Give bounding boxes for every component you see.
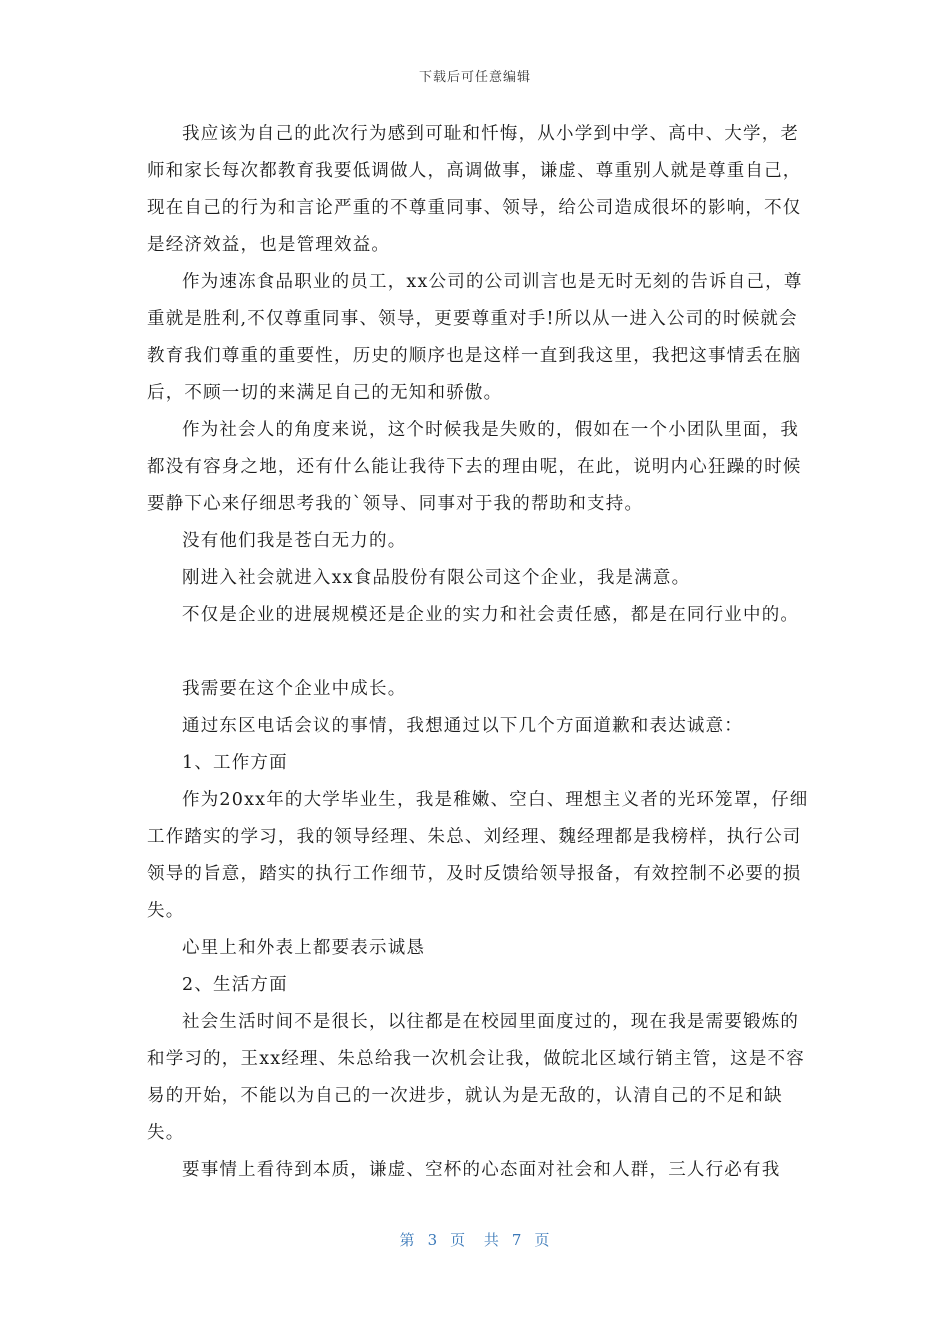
page-footer (0, 1229, 950, 1250)
paragraph: 通过东区电话会议的事情，我想通过以下几个方面道歉和表达诚意： (182, 716, 743, 736)
document-body (147, 116, 811, 1189)
paragraph: 作为速冻食品职业的员工，xx公司的公司训言也是无时无刻的告诉自己，尊重就是胜利,不仅尊重同事、领导，更要尊重对手!所以从一进入公司的时候就会教育我们尊重的重要性，历史的顺序也是这样一直到我这里，我把这事情丢在脑后，不顾一切的来满足自己的无知和骄傲。 (147, 272, 803, 403)
footer-page-number: 3 (427, 1231, 439, 1249)
paragraph: 作为20xx年的大学毕业生，我是稚嫩、空白、理想主义者的光环笼罩，仔细工作踏实的学习，我的领导经理、朱总、刘经理、魏经理都是我榜样，执行公司领导的旨意，踏实的执行工作细节，及时反馈给领导报备，有效控制不必要的损失。 (147, 790, 809, 921)
section-heading: 2、生活方面 (182, 975, 288, 995)
paragraph: 要事情上看待到本质，谦虚、空杯的心态面对社会和人群，三人行必有我 (182, 1160, 781, 1180)
section-heading: 1、工作方面 (182, 753, 288, 773)
paragraph: 刚进入社会就进入xx食品股份有限公司这个企业，我是满意。 (182, 568, 691, 588)
paragraph: 我需要在这个企业中成长。 (182, 679, 407, 699)
paragraph: 社会生活时间不是很长，以往都是在校园里面度过的，现在我是需要锻炼的和学习的，王xx经理、朱总给我一次机会让我，做皖北区域行销主管，这是不容易的开始，不能以为自己的一次进步，就认为是无敌的，认清自己的不足和缺失。 (147, 1012, 805, 1143)
footer-page-suffix: 页 (534, 1231, 551, 1249)
paragraph: 作为社会人的角度来说，这个时候我是失败的，假如在一个小团队里面，我都没有容身之地，还有什么能让我待下去的理由呢，在此，说明内心狂躁的时候要静下心来仔细思考我的`领导、同事对于我的帮助和支持。 (147, 420, 802, 514)
paragraph: 心里上和外表上都要表示诚恳 (182, 938, 426, 958)
paragraph: 不仅是企业的进展规模还是企业的实力和社会责任感，都是在同行业中的。 (182, 605, 800, 625)
paragraph: 我应该为自己的此次行为感到可耻和忏悔，从小学到中学、高中、大学，老师和家长每次都教育我要低调做人，高调做事，谦虚、尊重别人就是尊重自己，现在自己的行为和言论严重的不尊重同事、领导，给公司造成很坏的影响，不仅是经济效益，也是管理效益。 (147, 124, 802, 255)
footer-total-prefix: 页 共 (450, 1231, 500, 1249)
page-header: 下载后可任意编辑 (418, 70, 531, 85)
paragraph-spacer (147, 634, 811, 671)
footer-page-word: 第 (399, 1231, 416, 1249)
paragraph: 没有他们我是苍白无力的。 (182, 531, 407, 551)
footer-total-pages: 7 (511, 1231, 523, 1249)
